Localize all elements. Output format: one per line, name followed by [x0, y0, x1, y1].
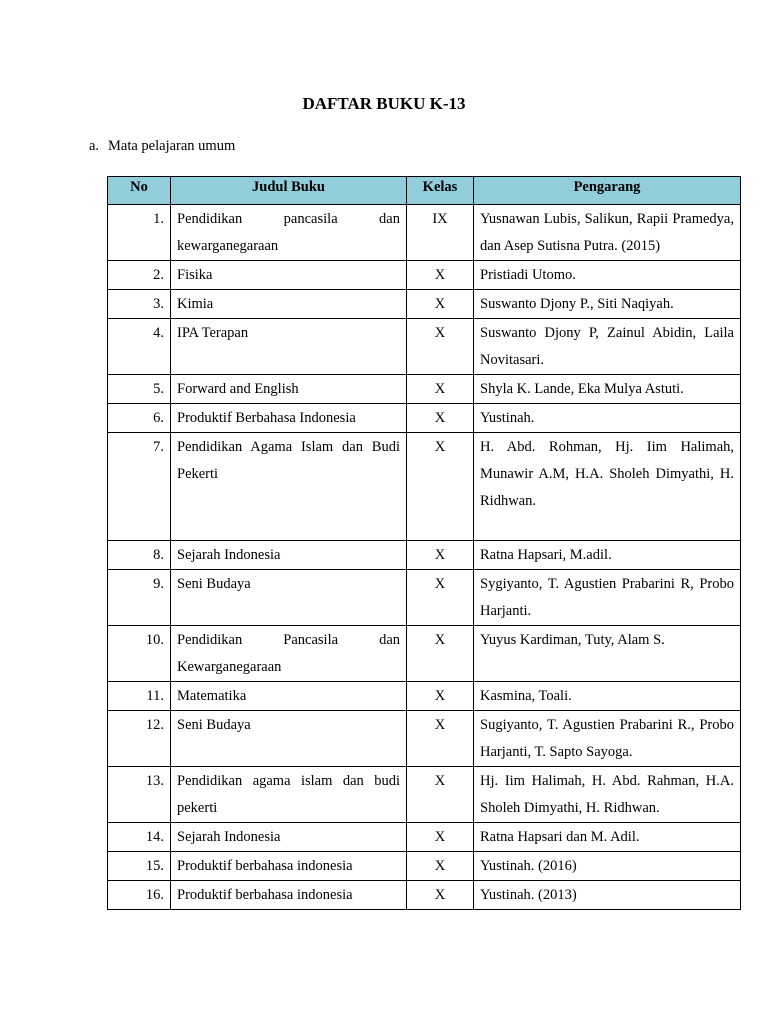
book-grade: X — [407, 261, 474, 290]
row-number: 7. — [108, 433, 171, 541]
row-number: 11. — [108, 682, 171, 711]
book-list-table — [107, 176, 741, 910]
header-pengarang: Pengarang — [474, 177, 741, 205]
book-grade: X — [407, 375, 474, 404]
table-row — [108, 375, 741, 404]
table-row — [108, 404, 741, 433]
book-authors: Kasmina, Toali. — [474, 682, 741, 711]
book-authors: Sugiyanto, T. Agustien Prabarini R., Probo Harjanti, T. Sapto Sayoga. — [474, 711, 741, 767]
page-title: DAFTAR BUKU K-13 — [302, 94, 466, 113]
book-title: Produktif Berbahasa Indonesia — [171, 404, 407, 433]
table-row — [108, 852, 741, 881]
book-title: Matematika — [171, 682, 407, 711]
section-label: Mata pelajaran umum — [108, 138, 236, 154]
book-grade: X — [407, 767, 474, 823]
book-authors: Pristiadi Utomo. — [474, 261, 741, 290]
book-authors: Yuyus Kardiman, Tuty, Alam S. — [474, 626, 741, 682]
row-number: 13. — [108, 767, 171, 823]
book-title: IPA Terapan — [171, 319, 407, 375]
book-grade: X — [407, 626, 474, 682]
row-number: 1. — [108, 205, 171, 261]
book-title: Produktif berbahasa indonesia — [171, 852, 407, 881]
book-grade: X — [407, 823, 474, 852]
row-number: 12. — [108, 711, 171, 767]
book-title: Sejarah Indonesia — [171, 823, 407, 852]
book-grade: X — [407, 682, 474, 711]
book-grade: X — [407, 290, 474, 319]
row-number: 15. — [108, 852, 171, 881]
book-title: Pendidikan pancasila dan kewarganegaraan — [171, 205, 407, 261]
section-marker: a. — [89, 138, 100, 154]
table-row — [108, 711, 741, 767]
book-authors: Hj. Iim Halimah, H. Abd. Rahman, H.A. Sholeh Dimyathi, H. Ridhwan. — [474, 767, 741, 823]
book-grade: X — [407, 711, 474, 767]
book-authors: Yustinah. (2013) — [474, 881, 741, 910]
row-number: 4. — [108, 319, 171, 375]
table-row — [108, 570, 741, 626]
book-grade: X — [407, 404, 474, 433]
section-heading — [89, 137, 235, 155]
book-title: Produktif berbahasa indonesia — [171, 881, 407, 910]
book-authors: Ratna Hapsari dan M. Adil. — [474, 823, 741, 852]
header-no: No — [108, 177, 171, 205]
book-authors: Suswanto Djony P., Siti Naqiyah. — [474, 290, 741, 319]
table-row — [108, 433, 741, 541]
book-grade: X — [407, 433, 474, 541]
row-number: 16. — [108, 881, 171, 910]
book-authors: Shyla K. Lande, Eka Mulya Astuti. — [474, 375, 741, 404]
row-number: 9. — [108, 570, 171, 626]
row-number: 8. — [108, 541, 171, 570]
book-title: Seni Budaya — [171, 570, 407, 626]
book-authors: Suswanto Djony P, Zainul Abidin, Laila Novitasari. — [474, 319, 741, 375]
book-grade: X — [407, 319, 474, 375]
book-authors: Yusnawan Lubis, Salikun, Rapii Pramedya, dan Asep Sutisna Putra. (2015) — [474, 205, 741, 261]
table-row — [108, 626, 741, 682]
row-number: 14. — [108, 823, 171, 852]
table-row — [108, 767, 741, 823]
book-title: Kimia — [171, 290, 407, 319]
book-title: Pendidikan Agama Islam dan Budi Pekerti — [171, 433, 407, 541]
row-number: 3. — [108, 290, 171, 319]
book-grade: IX — [407, 205, 474, 261]
book-title: Sejarah Indonesia — [171, 541, 407, 570]
table-row — [108, 290, 741, 319]
row-number: 5. — [108, 375, 171, 404]
book-grade: X — [407, 852, 474, 881]
table-header-row — [108, 177, 741, 205]
header-judul-buku: Judul Buku — [171, 177, 407, 205]
book-authors: H. Abd. Rohman, Hj. Iim Halimah, Munawir A.M, H.A. Sholeh Dimyathi, H. Ridhwan. — [474, 433, 741, 541]
table-row — [108, 261, 741, 290]
row-number: 6. — [108, 404, 171, 433]
row-number: 10. — [108, 626, 171, 682]
book-grade: X — [407, 881, 474, 910]
table-row — [108, 823, 741, 852]
table-row — [108, 205, 741, 261]
header-kelas: Kelas — [407, 177, 474, 205]
row-number: 2. — [108, 261, 171, 290]
book-grade: X — [407, 541, 474, 570]
table-row — [108, 541, 741, 570]
book-authors: Sygiyanto, T. Agustien Prabarini R, Probo Harjanti. — [474, 570, 741, 626]
book-title: Pendidikan Pancasila dan Kewarganegaraan — [171, 626, 407, 682]
table-row — [108, 881, 741, 910]
book-title: Forward and English — [171, 375, 407, 404]
book-authors: Yustinah. (2016) — [474, 852, 741, 881]
book-authors: Ratna Hapsari, M.adil. — [474, 541, 741, 570]
book-title: Pendidikan agama islam dan budi pekerti — [171, 767, 407, 823]
book-title: Seni Budaya — [171, 711, 407, 767]
book-title: Fisika — [171, 261, 407, 290]
table-row — [108, 319, 741, 375]
book-grade: X — [407, 570, 474, 626]
table-row — [108, 682, 741, 711]
book-authors: Yustinah. — [474, 404, 741, 433]
